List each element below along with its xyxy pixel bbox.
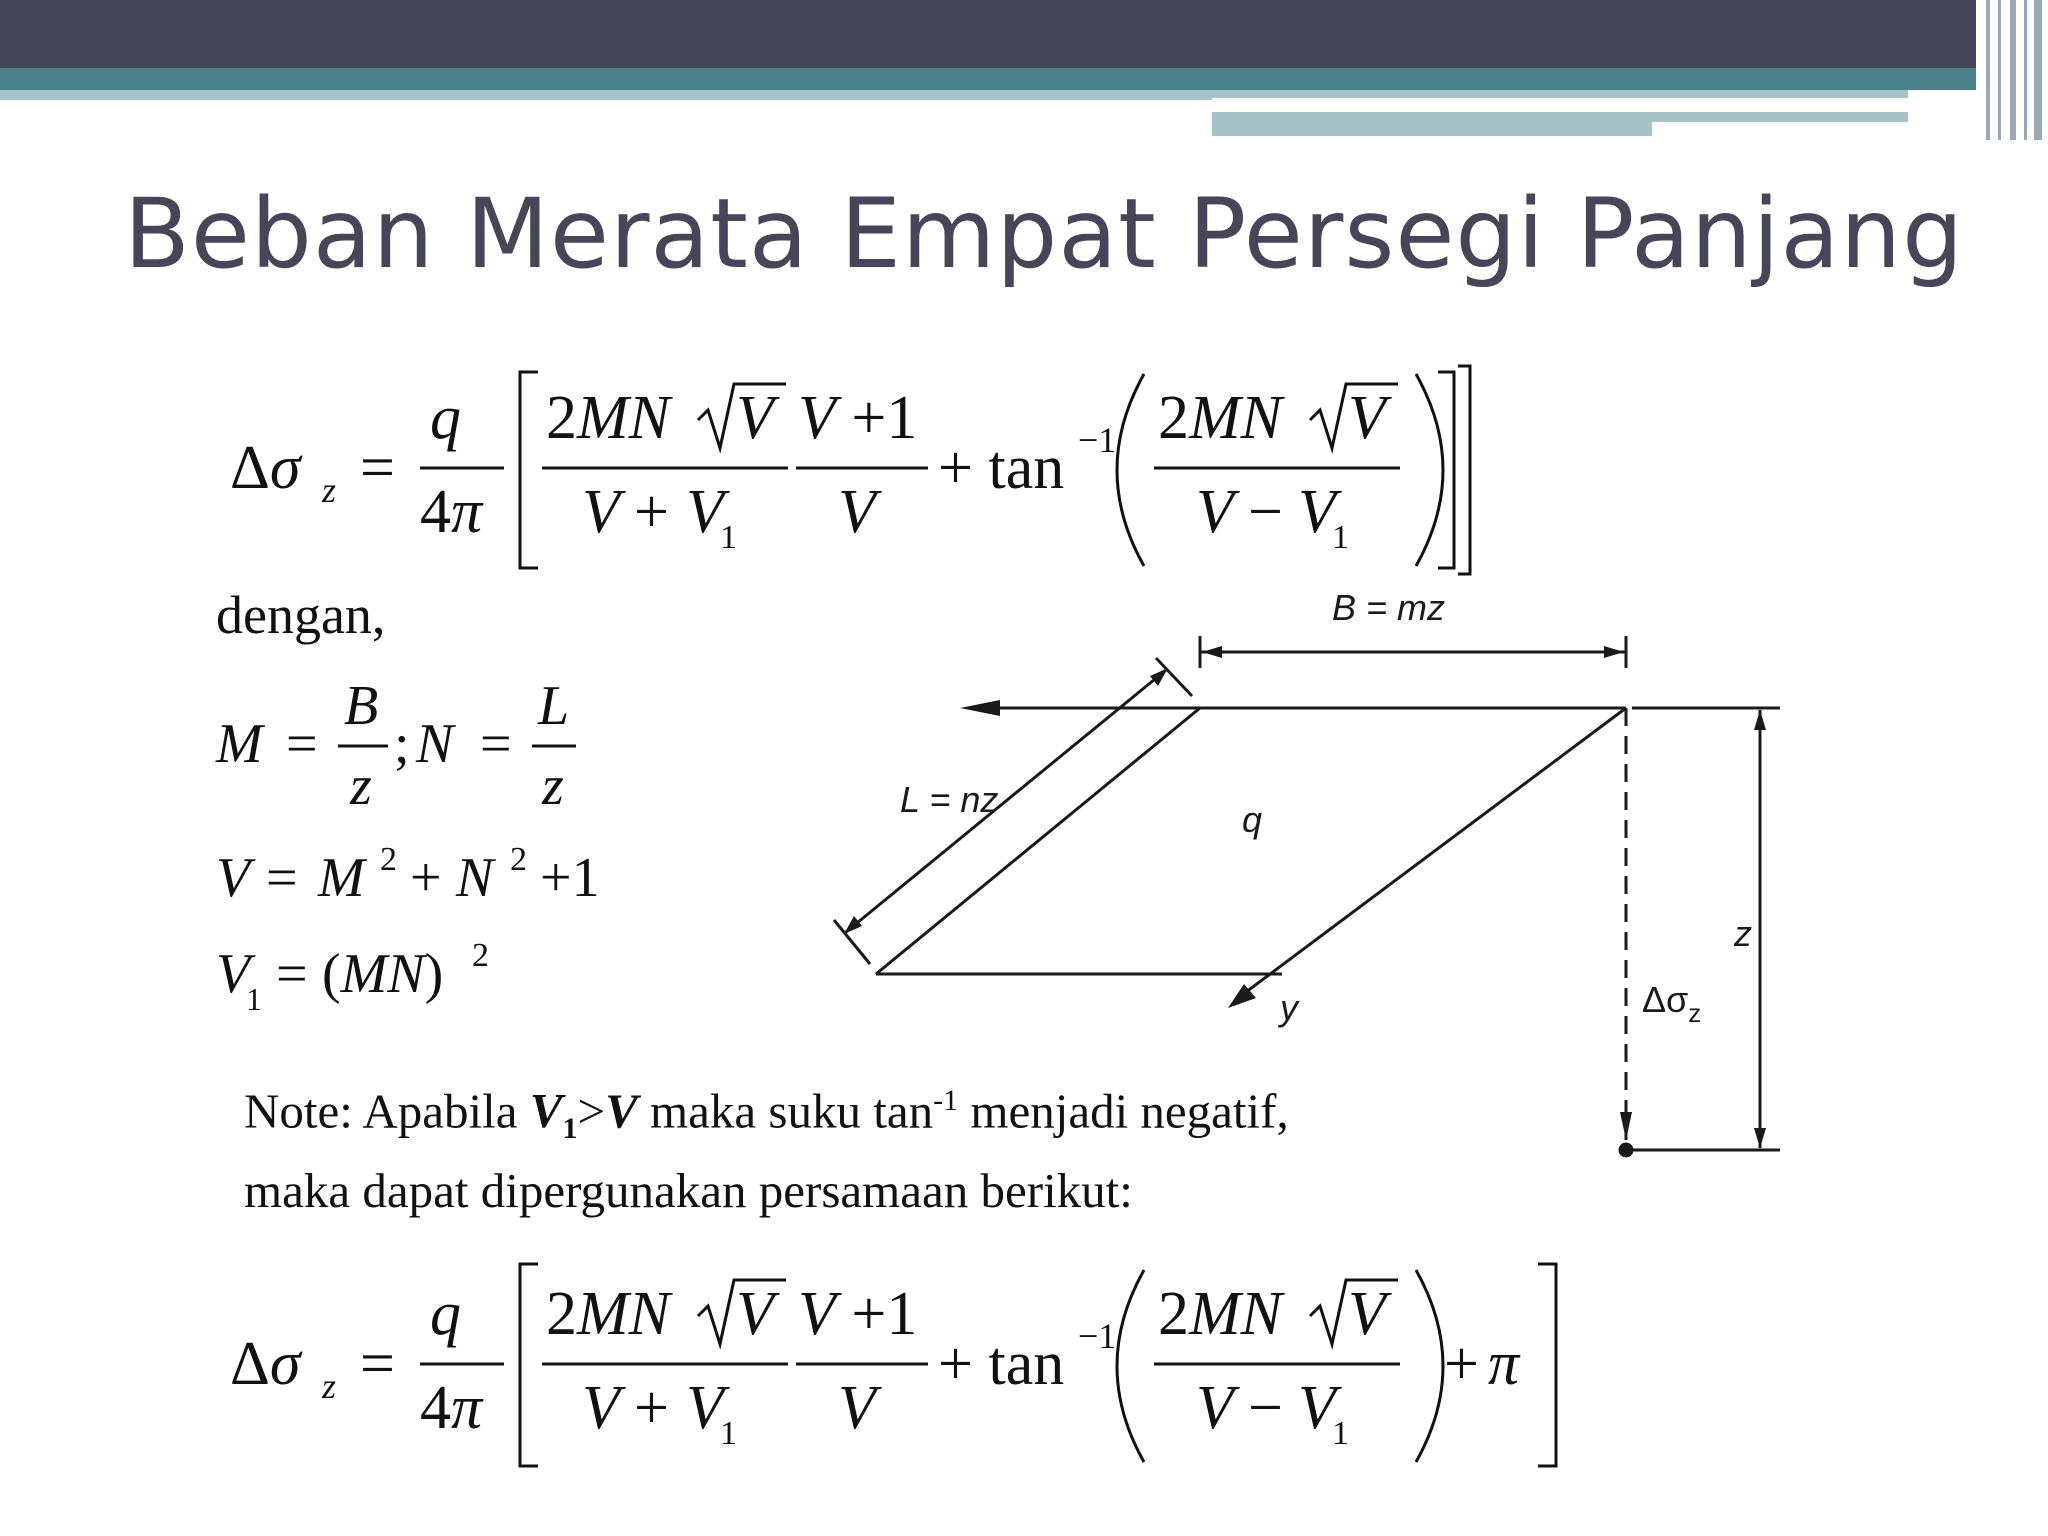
svg-text:V: V — [686, 478, 724, 546]
header-bar-dark — [0, 0, 2048, 68]
svg-text:2MN: 2MN — [546, 1280, 670, 1348]
svg-text:Δσz — [1642, 979, 1701, 1028]
svg-text:2MN: 2MN — [1158, 1280, 1282, 1348]
svg-text:Δσ: Δσ — [230, 1330, 301, 1398]
header-bar-light — [1212, 112, 1652, 136]
svg-text:V: V — [838, 478, 876, 546]
svg-text:V: V — [686, 1374, 724, 1442]
svg-text:−1: −1 — [1078, 1316, 1117, 1356]
stress-label: Δσ — [1642, 979, 1689, 1020]
svg-text:1: 1 — [1332, 519, 1349, 556]
svg-text:;: ; — [394, 713, 410, 775]
svg-text:z: z — [542, 755, 564, 817]
svg-text:−: − — [1248, 478, 1283, 546]
svg-text:4π: 4π — [420, 478, 483, 546]
svg-text:M: M — [318, 847, 365, 909]
header-bar-light — [1212, 90, 1908, 98]
svg-text:2MN: 2MN — [546, 384, 670, 452]
svg-text:−1: −1 — [1078, 420, 1117, 460]
svg-text:+1: +1 — [540, 847, 600, 909]
note-line-1: Note: Apabila $V_1>V$ maka suku $\tan^{-1}$ menjadi negatif, — [244, 1083, 1289, 1146]
svg-text:V: V — [1196, 1374, 1234, 1442]
svg-text:V +1: V +1 — [798, 1280, 918, 1348]
q-label: q — [1242, 799, 1263, 840]
svg-text:+: + — [410, 847, 442, 909]
note-line-2: maka dapat dipergunakan persamaan berikut: — [244, 1163, 1133, 1219]
svg-text:z: z — [350, 755, 372, 817]
svg-text:N: N — [456, 847, 494, 909]
svg-text:V: V — [1348, 384, 1386, 452]
svg-text:+: + — [1444, 1330, 1479, 1398]
slide-title: Beban Merata Empat Persegi Panjang — [124, 178, 1965, 290]
svg-text:Δσ: Δσ — [230, 434, 301, 502]
svg-text:2: 2 — [380, 841, 397, 878]
header-bar-teal — [0, 68, 2048, 90]
alt-formula — [220, 1256, 1580, 1476]
svg-text:=: = — [360, 434, 395, 502]
svg-text:q: q — [430, 384, 461, 452]
header-bar-light — [0, 90, 1212, 100]
corner-stripes — [1976, 0, 2048, 140]
svg-text:M: M — [216, 713, 263, 775]
b-label: B = mz — [1332, 587, 1446, 628]
svg-text:V: V — [736, 1280, 774, 1348]
svg-text:=: = — [286, 713, 318, 775]
svg-text:=: = — [266, 847, 298, 909]
svg-text:−: − — [1248, 1374, 1283, 1442]
svg-text:L: L — [538, 675, 570, 737]
svg-text:N: N — [416, 713, 454, 775]
svg-text:V: V — [216, 847, 251, 909]
svg-text:2: 2 — [510, 841, 527, 878]
svg-text:V: V — [1348, 1280, 1386, 1348]
svg-text:V: V — [582, 1374, 620, 1442]
dengan-label: dengan, — [216, 585, 386, 645]
svg-text:2MN: 2MN — [1158, 384, 1282, 452]
svg-text:V: V — [1298, 478, 1336, 546]
svg-text:1: 1 — [720, 519, 737, 556]
main-formula — [220, 360, 1480, 580]
svg-text:(MN): (MN) — [322, 943, 444, 1005]
y-label: y — [1280, 987, 1298, 1028]
l-label: L = nz — [900, 779, 999, 820]
note-text — [244, 1070, 1289, 1222]
svg-text:=: = — [360, 1330, 395, 1398]
svg-text:1: 1 — [720, 1415, 737, 1452]
svg-text:B: B — [344, 675, 379, 737]
svg-text:V: V — [1196, 478, 1234, 546]
svg-text:V: V — [736, 384, 774, 452]
svg-text:V: V — [216, 943, 251, 1005]
z-label: z — [1734, 913, 1752, 954]
def-m-n — [210, 672, 610, 822]
svg-text:+ tan: + tan — [938, 434, 1065, 502]
svg-text:+: + — [634, 1374, 669, 1442]
svg-text:π: π — [1488, 1330, 1520, 1398]
svg-text:z: z — [322, 470, 337, 510]
def-v — [210, 836, 630, 916]
svg-text:z: z — [322, 1366, 337, 1406]
svg-text:V +1: V +1 — [798, 384, 918, 452]
svg-text:V: V — [582, 478, 620, 546]
header-bar-light — [1652, 112, 1908, 122]
svg-text:V: V — [838, 1374, 876, 1442]
svg-text:V: V — [1298, 1374, 1336, 1442]
svg-text:1: 1 — [1332, 1415, 1349, 1452]
svg-text:q: q — [430, 1280, 461, 1348]
svg-text:2: 2 — [472, 937, 489, 974]
svg-text:+ tan: + tan — [938, 1330, 1065, 1398]
svg-text:4π: 4π — [420, 1374, 483, 1442]
stress-sub: z — [1688, 998, 1702, 1028]
svg-text:=: = — [276, 943, 308, 1005]
svg-text:1: 1 — [246, 981, 262, 1017]
svg-text:+: + — [634, 478, 669, 546]
def-v1 — [210, 932, 530, 1022]
svg-text:=: = — [480, 713, 512, 775]
